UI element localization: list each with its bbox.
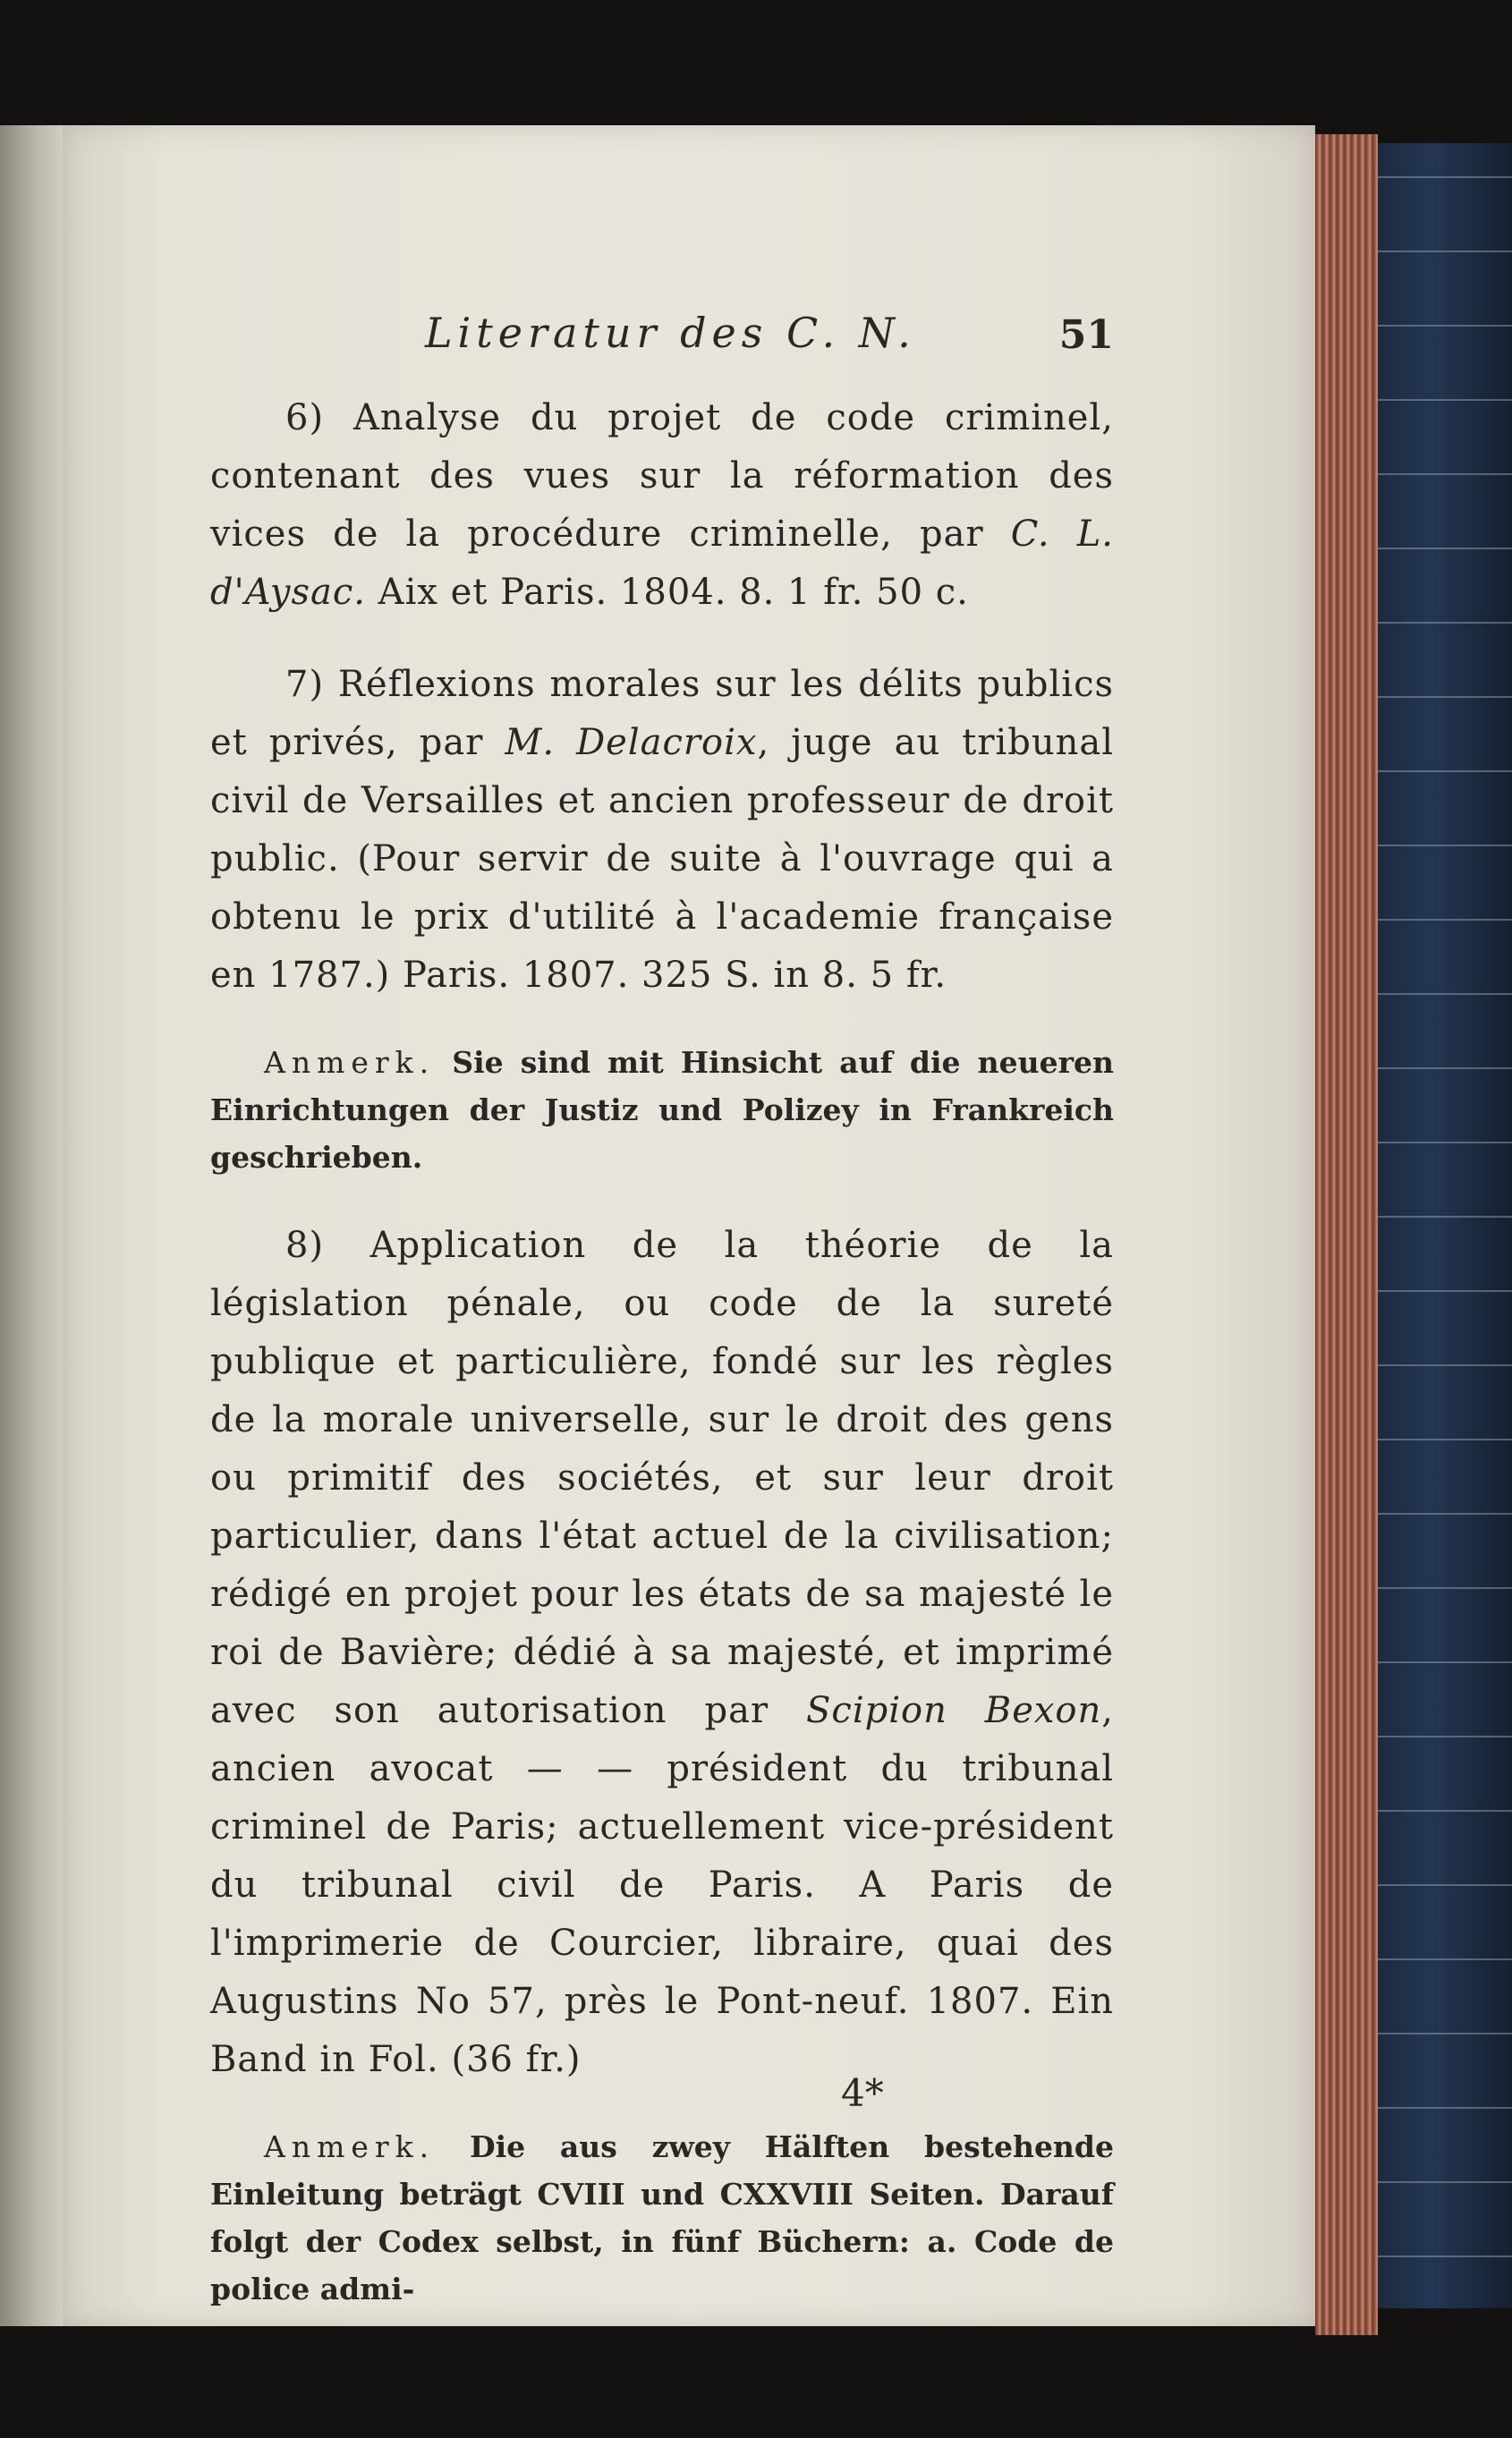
annotation-label: Anmerk.: [264, 1045, 436, 1080]
page-header: [210, 309, 1114, 371]
page-content: [210, 309, 1114, 2349]
entry-number: 8): [285, 1225, 325, 1266]
annotation-label: Anmerk.: [264, 2129, 436, 2164]
signature-mark: 4*: [841, 2071, 884, 2115]
entry-7: [210, 656, 1114, 1005]
entry-6: [210, 389, 1114, 622]
book-cover: [1378, 143, 1512, 2308]
annotation-7: [210, 1039, 1114, 1181]
entry-text: Aix et Paris. 1804. 8. 1 fr. 50 c.: [365, 572, 969, 613]
entry-text: Application de la théorie de la législation pénale, ou code de la sureté publique et particulière, fondé sur les règles de la morale universelle, sur le droit des gens ou primitif des sociétés, et sur leur droit particulier, dans l'état actuel de la civilisation; rédigé en projet pour les états de sa majesté le roi de Bavière; dédié à sa majesté, et imprimé avec son autorisation par: [210, 1225, 1114, 1731]
author-name: M. Delacroix: [505, 722, 758, 763]
annotation-text: Die aus zwey Hälften bestehende Einleitung beträgt CVIII und CXXVIII Seiten. Darauf folgt der Codex selbst, in fünf Büchern: a. Code de police admi-: [210, 2129, 1114, 2306]
entry-text: , juge au tribunal civil de Versailles et ancien professeur de droit public. (Pour servir de suite à l'ouvrage qui a obtenu le prix d'utilité à l'academie française en 1787.) Paris. 1807. 325 S. in 8. 5 fr.: [210, 722, 1115, 996]
entry-number: 6): [285, 397, 325, 438]
entry-text: Réflexions morales sur les délits publics et privés, par: [210, 664, 1115, 763]
entry-number: 7): [285, 664, 325, 705]
page-block-edges: [1315, 134, 1378, 2335]
entry-8: [210, 1217, 1114, 2089]
page-number: 51: [1058, 312, 1114, 358]
author-name: C. L. d'Aysac.: [210, 514, 1114, 613]
annotation-text: Sie sind mit Hinsicht auf die neueren Einrichtungen der Justiz und Polizey in Frankreich geschrieben.: [210, 1045, 1114, 1175]
entry-text: Analyse du projet de code criminel, contenant des vues sur la réformation des vices de la procédure criminelle, par: [210, 397, 1114, 555]
annotation-8: [210, 2123, 1114, 2313]
entry-text: , ancien avocat — — président du tribunal criminel de Paris; actuellement vice-président du tribunal civil de Paris. A Paris de l'imprimerie de Courcier, libraire, quai des Augustins No 57, près le Pont-neuf. 1807. Ein Band in Fol. (36 fr.): [210, 1690, 1114, 2080]
author-name: Scipion Bexon: [806, 1690, 1102, 1731]
cover-texture: [1378, 143, 1512, 2308]
facing-page-edge: [0, 125, 63, 2326]
running-title: Literatur des C. N.: [425, 309, 916, 357]
